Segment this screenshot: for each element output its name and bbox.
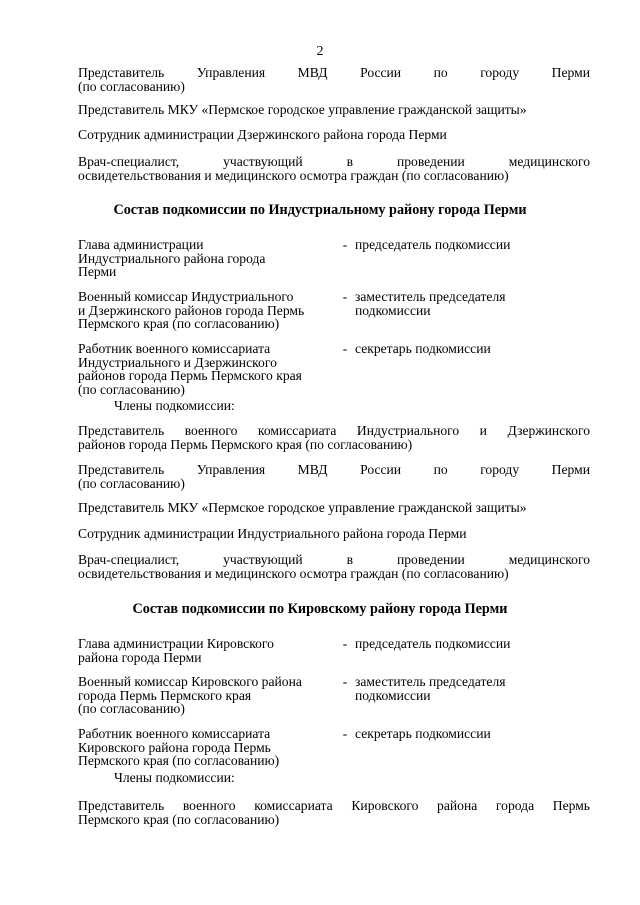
member-military-industrial: [78, 424, 590, 451]
text-line: Индустриального района города: [78, 250, 266, 266]
text-line: и Дзержинского районов города Пермь: [78, 302, 305, 318]
text-line: Индустриального и Дзержинского: [78, 354, 277, 370]
role-holder: [78, 637, 336, 664]
text-line: Военный комиссар Кировского района: [78, 674, 302, 689]
text-line: Представитель военного комиссариата Индустриального и Дзержинского: [78, 423, 590, 438]
member-military-kirovsky: [78, 799, 590, 826]
role-holder: [78, 727, 336, 768]
text-line: Представитель военного комиссариата Кировского района города Пермь: [78, 798, 590, 813]
member-civil-defense-industrial: [78, 501, 590, 515]
text-line: Сотрудник администрации Индустриального района города Перми: [78, 526, 467, 541]
industrial-members-label: Члены подкомиссии:: [114, 398, 235, 413]
page-number: 2: [316, 44, 324, 59]
text-line: секретарь подкомиссии: [355, 726, 491, 741]
kirovsky-members-label: Члены подкомиссии:: [114, 770, 235, 785]
text-line: Представитель МКУ «Пермское городское управление гражданской защиты»: [78, 102, 527, 117]
role-holder: [78, 675, 336, 716]
role-title: [355, 238, 590, 252]
role-holder: [78, 238, 336, 279]
text-line: заместитель председателя: [355, 289, 506, 304]
text-line: Военный комиссар Индустриального: [78, 289, 294, 304]
role-title: [355, 290, 590, 317]
text-line: Работник военного комиссариата: [78, 341, 271, 356]
member-doctor-industrial: [78, 553, 590, 580]
member-mvd-dzerzhinsky: [78, 66, 590, 93]
kirovsky-heading: Состав подкомиссии по Кировскому району города Перми: [132, 601, 508, 617]
dash: -: [342, 289, 348, 304]
text-line: районов города Пермь Пермского края (по согласованию): [78, 436, 413, 452]
text-line: заместитель председателя: [355, 674, 506, 689]
member-mvd-industrial: [78, 463, 590, 490]
text-line: Представитель Управления МВД России по городу Перми: [78, 65, 590, 80]
role-title: [355, 675, 590, 702]
member-doctor-dzerzhinsky: [78, 155, 590, 182]
text-line: Представитель МКУ «Пермское городское управление гражданской защиты»: [78, 500, 527, 515]
text-line: районов города Пермь Пермского края: [78, 368, 302, 383]
text-line: председатель подкомиссии: [355, 237, 511, 252]
text-line: (по согласованию): [78, 78, 185, 94]
text-line: Кировского района города Пермь: [78, 739, 271, 755]
industrial-heading: Состав подкомиссии по Индустриальному району города Перми: [113, 202, 527, 218]
text-line: (по согласованию): [78, 701, 185, 716]
role-holder: [78, 290, 336, 331]
text-line: Представитель Управления МВД России по городу Перми: [78, 462, 590, 477]
text-line: Сотрудник администрации Дзержинского района города Перми: [78, 127, 447, 142]
dash: -: [342, 674, 348, 689]
text-line: освидетельствования и медицинского осмотра граждан (по согласованию): [78, 565, 509, 581]
role-title: [355, 727, 590, 741]
role-title: [355, 342, 590, 356]
role-title: [355, 637, 590, 651]
text-line: Глава администрации Кировского: [78, 636, 274, 651]
text-line: Врач-специалист, участвующий в проведении медицинского: [78, 154, 590, 169]
role-holder: [78, 342, 336, 396]
dash: -: [342, 237, 348, 252]
text-line: подкомиссии: [355, 302, 431, 318]
member-administration-industrial: [78, 527, 590, 541]
text-line: Пермского края (по согласованию): [78, 811, 280, 827]
text-line: секретарь подкомиссии: [355, 341, 491, 356]
text-line: Врач-специалист, участвующий в проведении медицинского: [78, 552, 590, 567]
member-administration-dzerzhinsky: [78, 128, 590, 142]
text-line: (по согласованию): [78, 381, 185, 397]
dash: -: [342, 726, 348, 741]
text-line: района города Перми: [78, 649, 202, 665]
text-line: Глава администрации: [78, 237, 204, 252]
text-line: председатель подкомиссии: [355, 636, 511, 651]
text-line: подкомиссии: [355, 687, 431, 703]
text-line: города Пермь Пермского края: [78, 687, 252, 703]
text-line: Работник военного комиссариата: [78, 726, 271, 741]
text-line: освидетельствования и медицинского осмотра граждан (по согласованию): [78, 167, 509, 183]
text-line: Перми: [78, 264, 117, 279]
text-line: Пермского края (по согласованию): [78, 316, 280, 331]
dash: -: [342, 341, 348, 356]
text-line: (по согласованию): [78, 475, 185, 491]
member-civil-defense-dzerzhinsky: [78, 103, 590, 117]
text-line: Пермского края (по согласованию): [78, 753, 280, 768]
dash: -: [342, 636, 348, 651]
